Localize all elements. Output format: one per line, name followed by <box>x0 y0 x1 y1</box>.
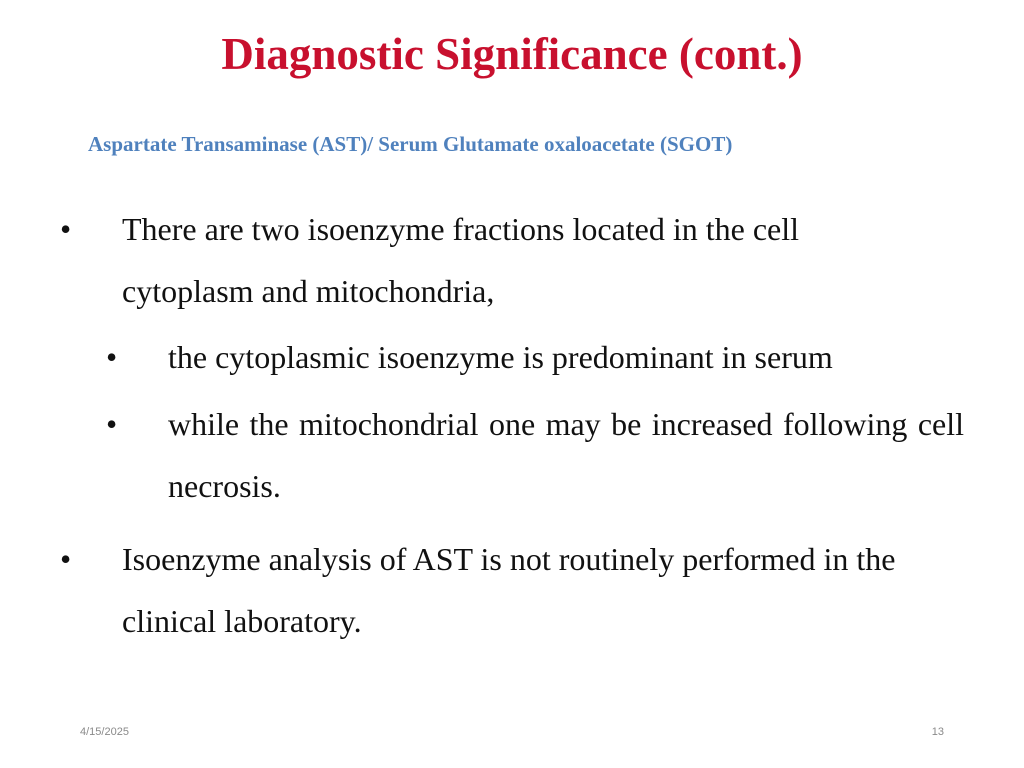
bullet-text: Isoenzyme analysis of AST is not routinely performed in the clinical laboratory. <box>122 541 896 639</box>
bullet-icon: • <box>60 211 72 247</box>
bullet-text: while the mitochondrial one may be increased following cell necrosis. <box>168 406 964 504</box>
bullet-icon: • <box>106 406 118 442</box>
bullet-icon: • <box>60 541 72 577</box>
bullet-text: the cytoplasmic isoenzyme is predominant in serum <box>168 339 833 375</box>
bullet-icon: • <box>106 339 118 375</box>
footer-date: 4/15/2025 <box>80 726 129 738</box>
slide-title: Diagnostic Significance (cont.) <box>221 29 803 79</box>
footer-page-number: 13 <box>931 726 944 738</box>
bullet-text: There are two isoenzyme fractions located in the cell cytoplasm and mitochondria, <box>122 211 800 309</box>
slide-subtitle: Aspartate Transaminase (AST)/ Serum Glutamate oxaloacetate (SGOT) <box>88 132 733 156</box>
